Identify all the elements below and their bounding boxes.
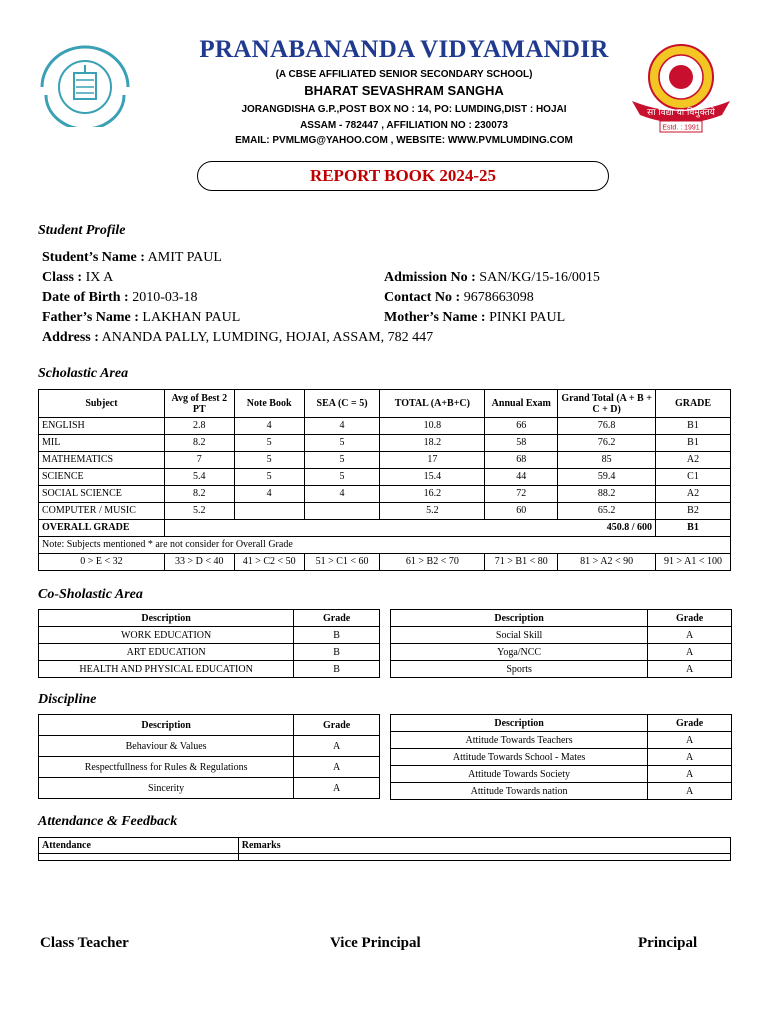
cell: 76.8 [558,418,656,435]
overall-total: 450.8 / 600 [164,520,655,537]
cell: 68 [485,452,558,469]
address-line-1: JORANGDISHA G.P.,POST BOX NO : 14, PO: LUMDING,DIST : HOJAI [241,104,567,115]
contact-line: EMAIL: PVMLMG@YAHOO.COM , WEBSITE: WWW.PVMLUMDING.COM [235,135,573,146]
cell: 66 [485,418,558,435]
cell: 4 [304,486,380,503]
col-header: Grade [294,715,380,736]
cell: 5 [234,435,304,452]
table-row [39,627,380,644]
col-header: Subject [39,390,165,418]
cell: Attitude Towards Society [391,766,648,783]
section-title-attendance: Attendance & Feedback [38,814,178,829]
table-row [391,766,732,783]
overall-grade: B1 [656,520,731,537]
remarks-cell [238,854,730,861]
scholastic-table [38,389,731,571]
cell [234,503,304,520]
cell: 88.2 [558,486,656,503]
discipline-table-left [38,714,380,799]
cell: Attitude Towards nation [391,783,648,800]
section-title-profile: Student Profile [38,223,126,238]
grade-scale-row [39,554,731,571]
grade-scale-cell: 61 > B2 < 70 [380,554,485,571]
cell: A [648,644,732,661]
table-row [39,469,731,486]
cell: B [294,661,380,678]
field-father-name: Father’s Name : LAKHAN PAUL [42,310,241,325]
cell: 58 [485,435,558,452]
cell: Sincerity [39,778,294,799]
cell: A [648,732,732,749]
grade-scale-cell: 41 > C2 < 50 [234,554,304,571]
cell: 5 [234,469,304,486]
cell: Yoga/NCC [391,644,648,661]
cell: Social Skill [391,627,648,644]
cbse-logo [36,43,134,127]
col-header: SEA (C = 5) [304,390,380,418]
signature-class-teacher: Class Teacher [40,935,129,951]
cell: A [648,627,732,644]
table-row [391,661,732,678]
cell: 8.2 [164,435,234,452]
table-row [391,644,732,661]
field-class: Class : IX A [42,270,114,285]
grade-scale-cell: 71 > B1 < 80 [485,554,558,571]
cell: 4 [234,486,304,503]
field-admission-no: Admission No : SAN/KG/15-16/0015 [384,270,600,285]
cell: A2 [656,452,731,469]
table-row [391,749,732,766]
attendance-table [38,837,731,861]
col-header: Description [391,715,648,732]
cell: WORK EDUCATION [39,627,294,644]
cell: Attitude Towards Teachers [391,732,648,749]
signature-principal: Principal [638,935,698,951]
cell: 5.4 [164,469,234,486]
cell: 5 [304,435,380,452]
col-header: Remarks [238,838,730,854]
cell: A [648,749,732,766]
grade-scale-cell: 51 > C1 < 60 [304,554,380,571]
cell: A2 [656,486,731,503]
cell: 8.2 [164,486,234,503]
table-row [39,757,380,778]
cell: 5.2 [164,503,234,520]
cell: B [294,644,380,661]
note: Note: Subjects mentioned * are not consider for Overall Grade [39,537,731,554]
table-row [39,418,731,435]
cell: 4 [234,418,304,435]
cell [304,503,380,520]
cell: MATHEMATICS [39,452,165,469]
cell: 16.2 [380,486,485,503]
org-name: BHARAT SEVASHRAM SANGHA [304,83,504,98]
table-row [39,778,380,799]
cell: 76.2 [558,435,656,452]
address-line-2: ASSAM - 782447 , AFFILIATION NO : 230073 [300,120,508,131]
scholastic-header-row [39,390,731,418]
report-title: REPORT BOOK 2024-25 [197,161,609,191]
logo-estd: Estd. : 1991 [662,124,700,132]
cell: 59.4 [558,469,656,486]
note-row [39,537,731,554]
overall-grade-row [39,520,731,537]
cell: B1 [656,418,731,435]
cell: COMPUTER / MUSIC [39,503,165,520]
cell: Behaviour & Values [39,736,294,757]
cell: A [648,766,732,783]
col-header: Annual Exam [485,390,558,418]
section-title-co-scholastic: Co-Sholastic Area [38,587,143,602]
table-row [391,732,732,749]
grade-scale-cell: 33 > D < 40 [164,554,234,571]
cell: A [294,757,380,778]
table-row [39,452,731,469]
field-contact-no: Contact No : 9678663098 [384,290,534,305]
col-header: Note Book [234,390,304,418]
cell: 18.2 [380,435,485,452]
cell: B2 [656,503,731,520]
table-row [391,627,732,644]
cell: 10.8 [380,418,485,435]
table-row [391,783,732,800]
cell: C1 [656,469,731,486]
cell: 5 [304,452,380,469]
cell: A [648,661,732,678]
table-row [39,435,731,452]
cell: 4 [304,418,380,435]
cell: 2.8 [164,418,234,435]
grade-scale-cell: 0 > E < 32 [39,554,165,571]
col-header: TOTAL (A+B+C) [380,390,485,418]
cell: Respectfullness for Rules & Regulations [39,757,294,778]
cell: A [294,778,380,799]
cell: HEALTH AND PHYSICAL EDUCATION [39,661,294,678]
school-name: PRANABANANDA VIDYAMANDIR [199,36,609,63]
grade-scale-cell: 91 > A1 < 100 [656,554,731,571]
cell: 7 [164,452,234,469]
cell: 5 [234,452,304,469]
table-row [39,661,380,678]
cell: ART EDUCATION [39,644,294,661]
table-row [39,736,380,757]
field-student-name: Student’s Name : AMIT PAUL [42,250,222,265]
cell: MIL [39,435,165,452]
cell: 5.2 [380,503,485,520]
signature-vice-principal: Vice Principal [330,935,421,951]
co-scholastic-table-right [390,609,732,678]
table-row [39,503,731,520]
field-mother-name: Mother’s Name : PINKI PAUL [384,310,566,325]
col-header: Description [39,715,294,736]
cell: A [294,736,380,757]
logo-motto: सा विद्या या विमुक्तये [647,108,715,118]
cell: A [648,783,732,800]
cell: B1 [656,435,731,452]
cell: Attitude Towards School - Mates [391,749,648,766]
col-header: Grade [648,715,732,732]
table-row [39,644,380,661]
col-header: Grand Total (A + B + C + D) [558,390,656,418]
cell: 60 [485,503,558,520]
table-row [39,854,731,861]
table-row [39,486,731,503]
cell: 15.4 [380,469,485,486]
cell: SOCIAL SCIENCE [39,486,165,503]
cell: 85 [558,452,656,469]
col-header: Attendance [39,838,239,854]
field-address: Address : ANANDA PALLY, LUMDING, HOJAI, ASSAM, 782 447 [42,330,434,345]
cell: B [294,627,380,644]
col-header: Avg of Best 2 PT [164,390,234,418]
col-header: Grade [294,610,380,627]
grade-scale-cell: 81 > A2 < 90 [558,554,656,571]
section-title-scholastic: Scholastic Area [38,366,129,381]
col-header: GRADE [656,390,731,418]
co-scholastic-table-left [38,609,380,678]
cell: Sports [391,661,648,678]
col-header: Description [39,610,294,627]
cell: 44 [485,469,558,486]
cell: 5 [304,469,380,486]
cell: 65.2 [558,503,656,520]
cell: 72 [485,486,558,503]
overall-label: OVERALL GRADE [39,520,165,537]
cell: 17 [380,452,485,469]
discipline-table-right [390,714,732,800]
cell: SCIENCE [39,469,165,486]
cell: ENGLISH [39,418,165,435]
affiliation-type: (A CBSE AFFILIATED SENIOR SECONDARY SCHOOL) [275,69,533,80]
field-dob: Date of Birth : 2010-03-18 [42,290,198,305]
attendance-cell [39,854,239,861]
col-header: Grade [648,610,732,627]
col-header: Description [391,610,648,627]
section-title-discipline: Discipline [38,692,97,707]
